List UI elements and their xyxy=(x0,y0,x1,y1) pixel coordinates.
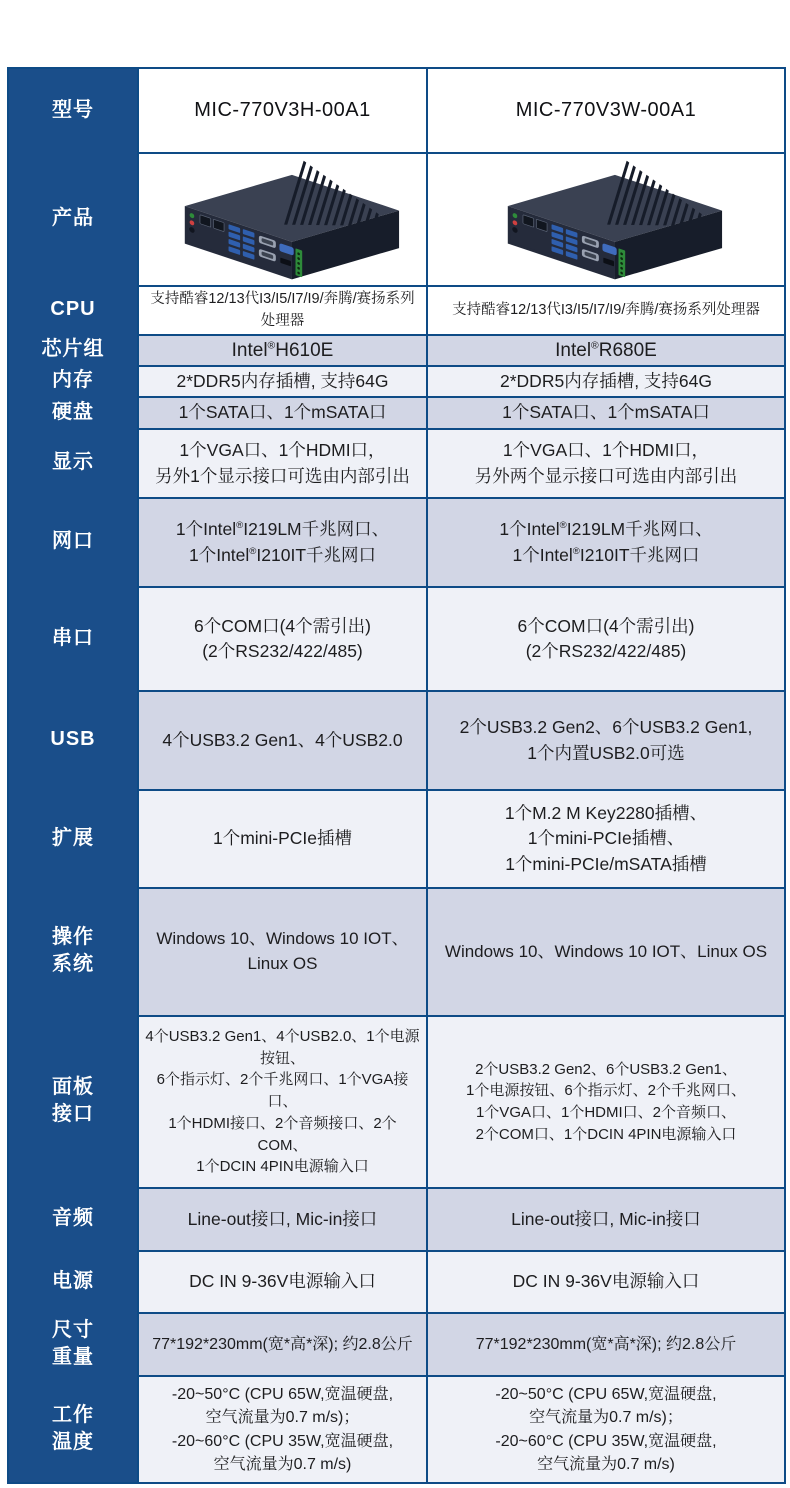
spec-cell-storage-col1: 1个SATA口、1个mSATA口 xyxy=(137,396,426,428)
row-header-label: 工作 xyxy=(52,1403,94,1426)
spec-cell-panel-io-col1: 4个USB3.2 Gen1、4个USB2.0、1个电源按钮、 6个指示灯、2个千兆网口、1个VGA接口、 1个HDMI接口、2个音频接口、2个COM、 1个DCIN 4PIN电源输入口 xyxy=(137,1015,426,1187)
row-header-label: 内存 xyxy=(52,369,94,391)
spec-cell-serial-col2: 6个COM口(4个需引出) (2个RS232/422/485) xyxy=(426,586,784,690)
row-header-model xyxy=(9,69,137,152)
spec-cell-memory-col2: 2*DDR5内存插槽, 支持64G xyxy=(426,365,784,396)
row-header-label: 重量 xyxy=(52,1345,94,1368)
row-header-usb xyxy=(9,690,137,789)
row-header-label: 显示 xyxy=(52,451,94,473)
spec-cell-usb-col1: 4个USB3.2 Gen1、4个USB2.0 xyxy=(137,690,426,789)
spec-cell-audio-col2: Line-out接口, Mic-in接口 xyxy=(426,1187,784,1250)
row-header-temp xyxy=(9,1375,137,1482)
row-header-power xyxy=(9,1250,137,1312)
row-header-expansion xyxy=(9,789,137,887)
spec-cell-temp-col2: -20~50°C (CPU 65W,宽温硬盘, 空气流量为0.7 m/s)； -20~60°C (CPU 35W,宽温硬盘, 空气流量为0.7 m/s) xyxy=(426,1375,784,1482)
spec-cell-usb-col2: 2个USB3.2 Gen2、6个USB3.2 Gen1, 1个内置USB2.0可选 xyxy=(426,690,784,789)
industrial-pc-photo xyxy=(158,157,408,282)
row-header-label: 硬盘 xyxy=(52,400,94,423)
spec-cell-serial-col1: 6个COM口(4个需引出) (2个RS232/422/485) xyxy=(137,586,426,690)
spec-cell-cpu-col2: 支持酷睿12/13代I3/I5/I7/I9/奔腾/赛扬系列处理器 xyxy=(426,285,784,334)
spec-cell-panel-io-col2: 2个USB3.2 Gen2、6个USB3.2 Gen1、 1个电源按钮、6个指示灯、2个千兆网口、 1个VGA口、1个HDMI口、2个音频口、 2个COM口、1个DCIN 4PIN电源输入口 xyxy=(426,1015,784,1187)
spec-cell-dimensions-col1: 77*192*230mm(宽*高*深); 约2.8公斤 xyxy=(137,1312,426,1375)
row-header-label: 网口 xyxy=(52,530,94,552)
row-header-label: 产品 xyxy=(52,207,94,229)
spec-cell-audio-col1: Line-out接口, Mic-in接口 xyxy=(137,1187,426,1250)
spec-cell-power-col2: DC IN 9-36V电源输入口 xyxy=(426,1250,784,1312)
row-header-label: 系统 xyxy=(52,953,94,975)
industrial-pc-photo xyxy=(481,157,731,282)
spec-cell-os-col1: Windows 10、Windows 10 IOT、Linux OS xyxy=(137,887,426,1015)
row-header-label: 音频 xyxy=(52,1207,94,1229)
row-header-os xyxy=(9,887,137,1015)
row-header-label: 接口 xyxy=(52,1103,94,1125)
product-photo-cell xyxy=(137,152,426,285)
spec-cell-storage-col2: 1个SATA口、1个mSATA口 xyxy=(426,396,784,428)
row-header-label: 操作 xyxy=(52,926,94,948)
row-header-label: 串口 xyxy=(52,626,94,649)
spec-comparison-table xyxy=(7,67,786,1484)
spec-cell-dimensions-col2: 77*192*230mm(宽*高*深); 约2.8公斤 xyxy=(426,1312,784,1375)
row-header-label: 型号 xyxy=(52,99,94,121)
row-header-memory xyxy=(9,365,137,396)
row-header-label: 温度 xyxy=(52,1430,94,1453)
row-header-label: 扩展 xyxy=(52,826,94,849)
row-header-label: 芯片组 xyxy=(41,338,105,360)
product-photo-cell xyxy=(426,152,784,285)
spec-cell-temp-col1: -20~50°C (CPU 65W,宽温硬盘, 空气流量为0.7 m/s)； -20~60°C (CPU 35W,宽温硬盘, 空气流量为0.7 m/s) xyxy=(137,1375,426,1482)
row-header-storage xyxy=(9,396,137,428)
spec-cell-lan-col2: 1个Intel®I219LM千兆网口、 1个Intel®I210IT千兆网口 xyxy=(426,497,784,586)
row-header-label: 电源 xyxy=(52,1269,94,1292)
row-header-display xyxy=(9,428,137,497)
row-header-label: 尺寸 xyxy=(52,1318,94,1341)
row-header-serial xyxy=(9,586,137,690)
spec-cell-power-col1: DC IN 9-36V电源输入口 xyxy=(137,1250,426,1312)
spec-cell-lan-col1: 1个Intel®I219LM千兆网口、 1个Intel®I210IT千兆网口 xyxy=(137,497,426,586)
spec-cell-expansion-col2: 1个M.2 M Key2280插槽、 1个mini-PCIe插槽、 1个mini-PCIe/mSATA插槽 xyxy=(426,789,784,887)
spec-cell-expansion-col1: 1个mini-PCIe插槽 xyxy=(137,789,426,887)
spec-cell-chipset-col1: Intel®H610E xyxy=(137,334,426,365)
spec-cell-display-col2: 1个VGA口、1个HDMI口， 另外两个显示接口可选由内部引出 xyxy=(426,428,784,497)
spec-cell-os-col2: Windows 10、Windows 10 IOT、Linux OS xyxy=(426,887,784,1015)
row-header-product xyxy=(9,152,137,285)
spec-cell-cpu-col1: 支持酷睿12/13代I3/I5/I7/I9/奔腾/赛扬系列处理器 xyxy=(137,285,426,334)
row-header-lan xyxy=(9,497,137,586)
row-header-label: CPU xyxy=(50,298,96,320)
spec-cell-model-col2: MIC-770V3W-00A1 xyxy=(426,69,784,152)
spec-cell-memory-col1: 2*DDR5内存插槽, 支持64G xyxy=(137,365,426,396)
row-header-label: USB xyxy=(50,728,96,750)
spec-cell-model-col1: MIC-770V3H-00A1 xyxy=(137,69,426,152)
row-header-label: 面板 xyxy=(52,1076,94,1098)
spec-cell-display-col1: 1个VGA口、1个HDMI口， 另外1个显示接口可选由内部引出 xyxy=(137,428,426,497)
row-header-cpu xyxy=(9,285,137,334)
row-header-panel-io xyxy=(9,1015,137,1187)
row-header-chipset xyxy=(9,334,137,365)
row-header-audio xyxy=(9,1187,137,1250)
row-header-dimensions xyxy=(9,1312,137,1375)
spec-cell-chipset-col2: Intel®R680E xyxy=(426,334,784,365)
